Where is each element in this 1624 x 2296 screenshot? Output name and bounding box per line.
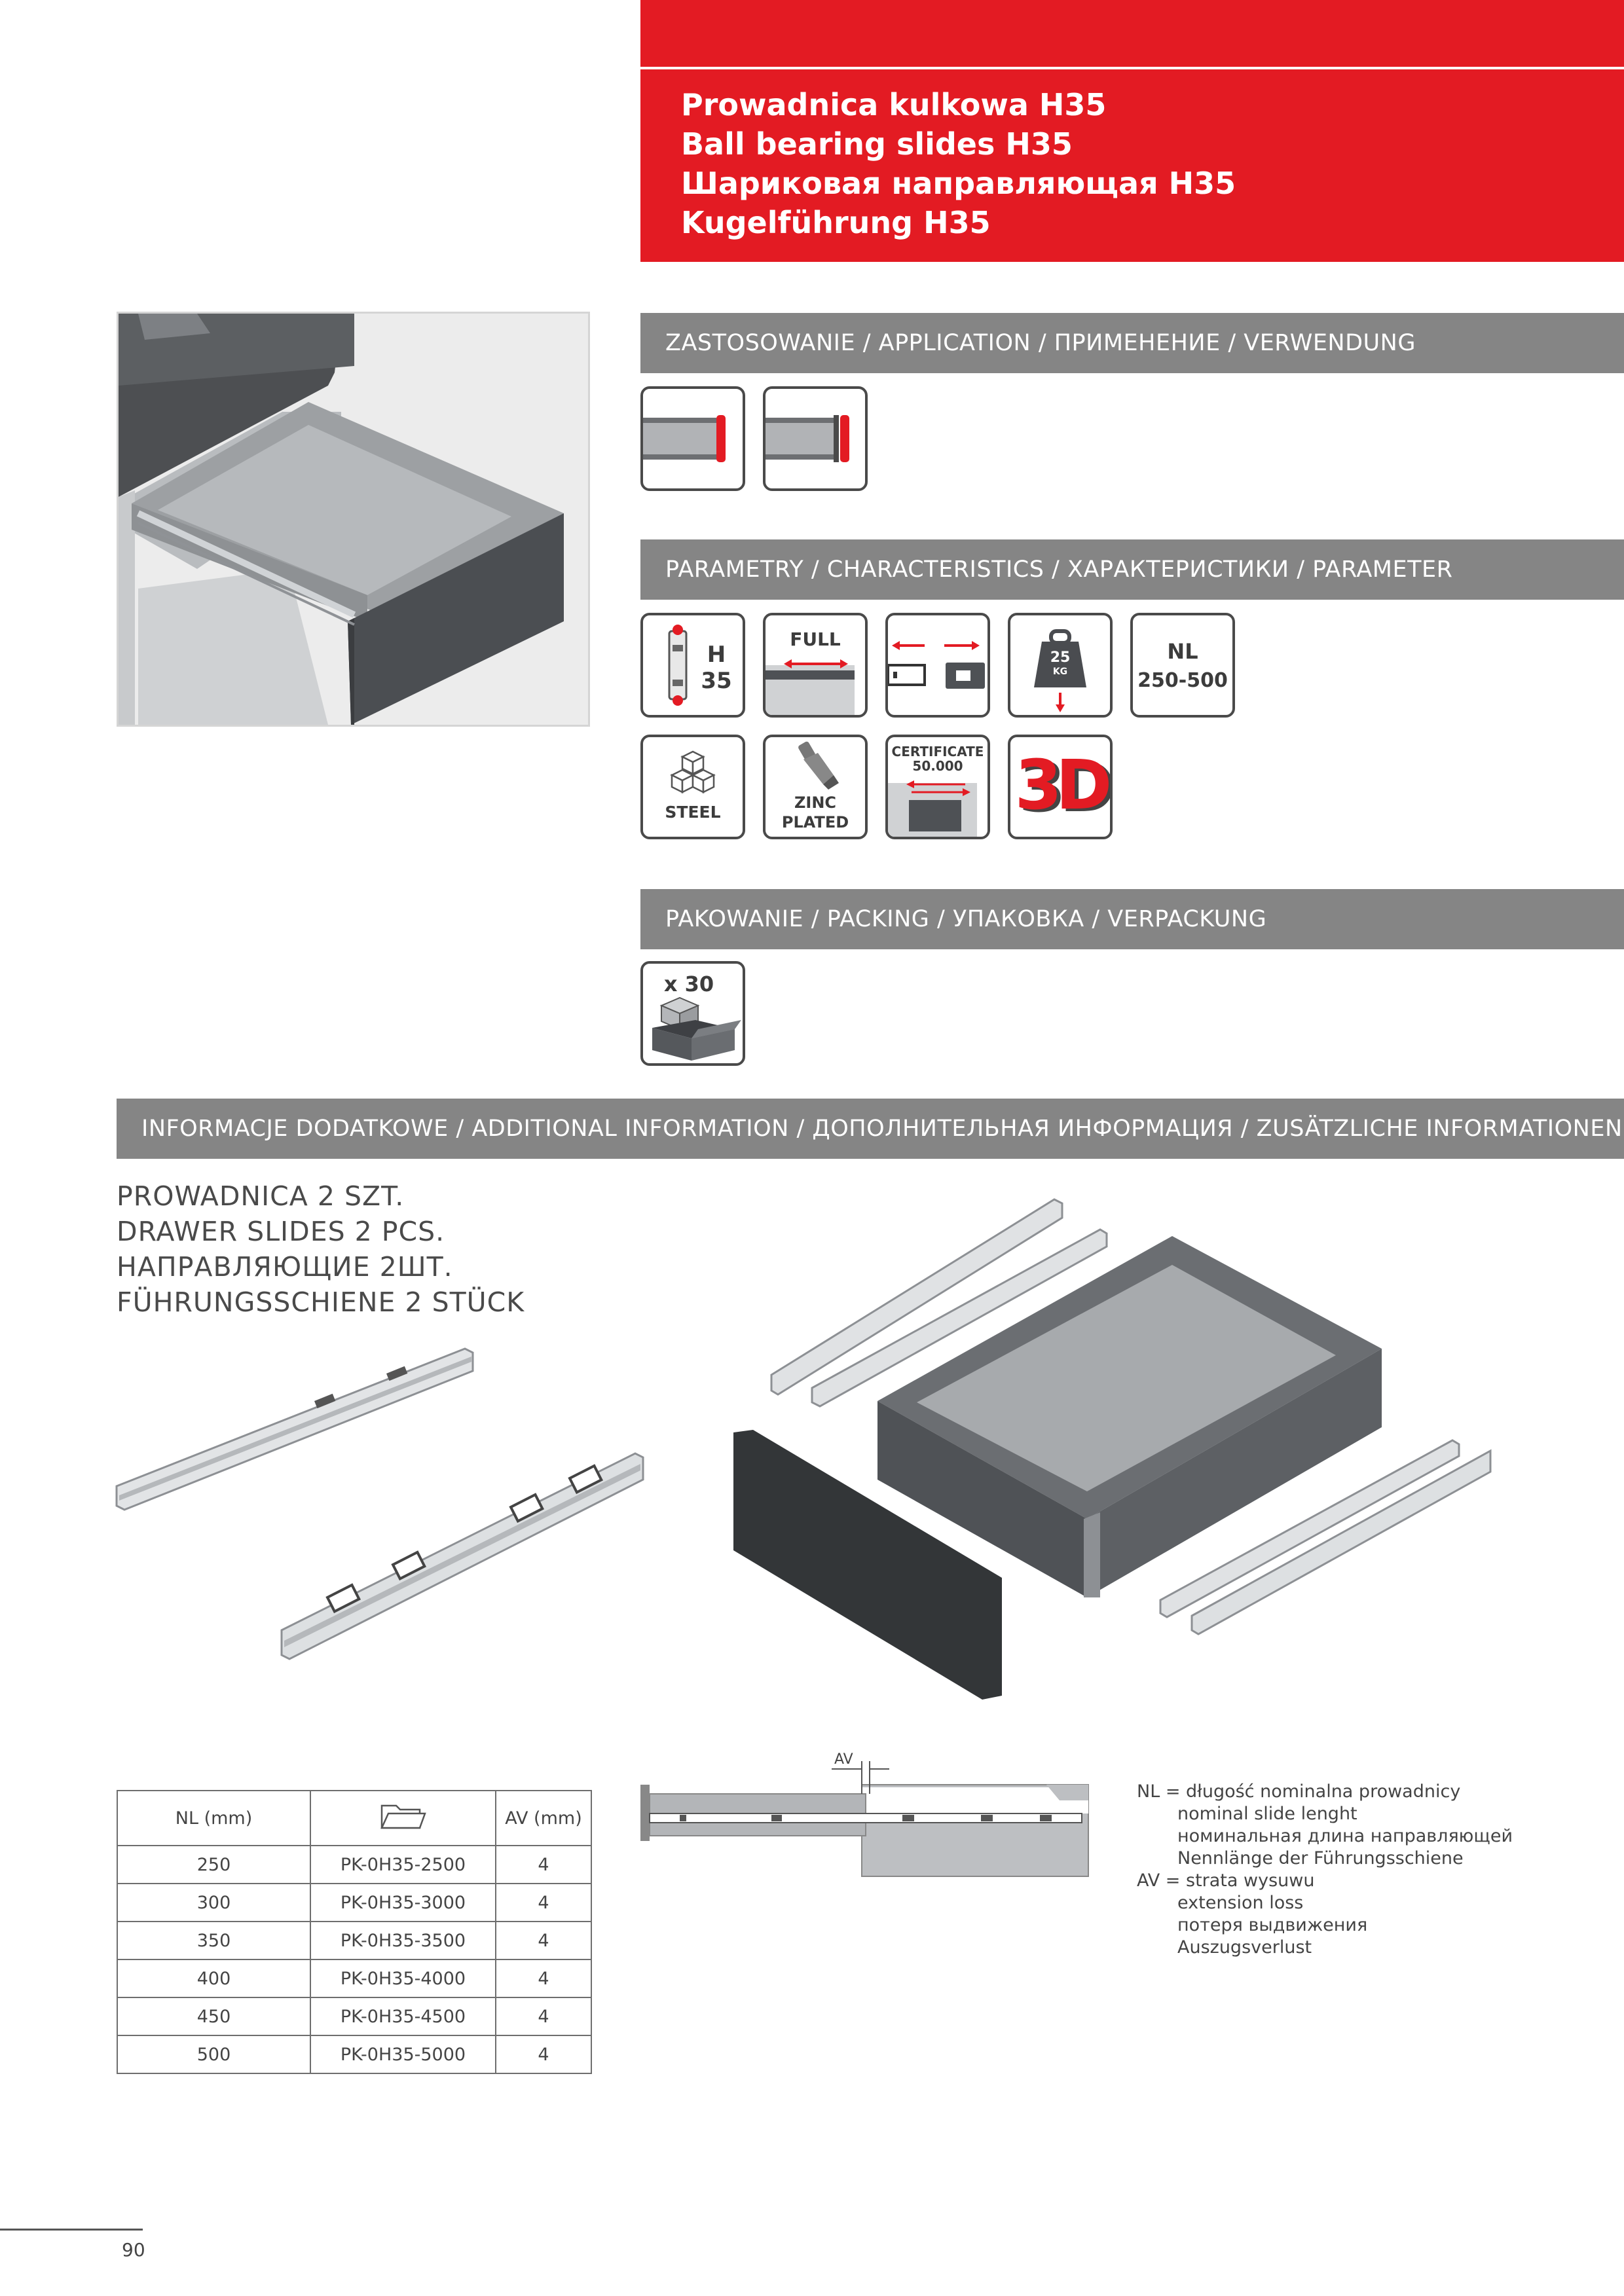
row-code: PK-0H35-3500 xyxy=(310,1922,496,1959)
height-h35-icon xyxy=(640,613,745,718)
av-header: AV (mm) xyxy=(496,1791,591,1846)
page-number: 90 xyxy=(122,2239,145,2261)
row-code: PK-0H35-2500 xyxy=(310,1846,496,1884)
row-nl: 300 xyxy=(117,1884,310,1922)
table-row xyxy=(117,1846,591,1884)
table-header-row xyxy=(117,1791,591,1846)
row-nl: 450 xyxy=(117,1997,310,2035)
application-label: ZASTOSOWANIE / APPLICATION / ПРИМЕНЕНИЕ / VERWENDUNG xyxy=(665,330,1416,356)
finish-line-1: ZINC xyxy=(794,793,837,812)
packing-quantity: x 30 xyxy=(663,972,714,996)
drawer-cabinet-illustration xyxy=(117,312,590,727)
finish-line-2: PLATED xyxy=(781,813,849,831)
full-extension-icon xyxy=(763,613,868,718)
legend-nl-ru: номинальная длина направляющей xyxy=(1177,1826,1513,1846)
banner-divider xyxy=(640,67,1624,69)
row-av: 4 xyxy=(496,1884,591,1922)
title-banner xyxy=(640,0,1624,262)
catalog-folder-header xyxy=(310,1791,496,1846)
row-nl: 350 xyxy=(117,1922,310,1959)
additional-info-label: INFORMACJE DODATKOWE / ADDITIONAL INFORMATION / ДОПОЛНИТЕЛЬНАЯ ИНФОРМАЦИЯ / ZUSÄTZLICHE INFORMATIONEN xyxy=(141,1116,1623,1142)
packing-box-icon xyxy=(640,961,745,1066)
soft-close-movement-icon xyxy=(885,613,990,718)
certificate-cycles-icon xyxy=(885,735,990,839)
row-av: 4 xyxy=(496,1846,591,1884)
table-row xyxy=(117,1922,591,1959)
av-dimension-label: AV xyxy=(834,1751,853,1768)
steel-material-icon xyxy=(640,735,745,839)
height-letter: H xyxy=(707,642,726,668)
row-code: PK-0H35-4500 xyxy=(310,1997,496,2035)
table-row xyxy=(117,2035,591,2073)
table-row xyxy=(117,1997,591,2035)
legend-av-en: extension loss xyxy=(1177,1893,1304,1913)
extension-loss-diagram xyxy=(640,1741,1092,1886)
slides-pair-illustration xyxy=(111,1336,668,1663)
folder-icon xyxy=(380,1802,426,1831)
additional-info-header xyxy=(117,1099,1624,1159)
material-label: STEEL xyxy=(665,803,721,822)
characteristics-header xyxy=(640,539,1624,600)
extension-label: FULL xyxy=(790,629,841,650)
application-inset-mount-icon xyxy=(763,386,868,491)
nl-header: NL (mm) xyxy=(117,1791,310,1846)
package-contents xyxy=(117,1178,525,1320)
cert-title: CERTIFICATE xyxy=(891,744,984,759)
row-nl: 500 xyxy=(117,2035,310,2073)
exploded-drawer-illustration xyxy=(720,1192,1493,1702)
packing-label: PAKOWANIE / PACKING / УПАКОВКА / VERPACKUNG xyxy=(665,906,1267,932)
footer-rule xyxy=(0,2229,143,2231)
nominal-length-table xyxy=(117,1790,592,2074)
row-nl: 400 xyxy=(117,1959,310,1997)
row-av: 4 xyxy=(496,1997,591,2035)
row-code: PK-0H35-5000 xyxy=(310,2035,496,2073)
table-row xyxy=(117,1959,591,1997)
packing-header xyxy=(640,889,1624,949)
legend-av-de: Auszugsverlust xyxy=(1177,1937,1312,1958)
load-value: 25 xyxy=(1050,649,1071,666)
load-capacity-icon xyxy=(1008,613,1113,718)
legend-nl-en: nominal slide lenght xyxy=(1177,1804,1357,1824)
contents-de: FÜHRUNGSSCHIENE 2 STÜCK xyxy=(117,1286,525,1318)
row-av: 4 xyxy=(496,1922,591,1959)
nominal-length-icon xyxy=(1130,613,1235,718)
load-unit: KG xyxy=(1052,666,1068,677)
title-pl: Prowadnica kulkowa H35 xyxy=(681,87,1107,122)
cert-cycles: 50.000 xyxy=(912,758,963,774)
legend-nl-de: Nennlänge der Führungsschiene xyxy=(1177,1848,1464,1868)
contents-pl: PROWADNICA 2 SZT. xyxy=(117,1180,405,1212)
row-code: PK-0H35-4000 xyxy=(310,1959,496,1997)
characteristics-label: PARAMETRY / CHARACTERISTICS / ХАРАКТЕРИСТИКИ / PARAMETER xyxy=(665,556,1453,583)
nl-label: NL xyxy=(1167,639,1198,664)
3d-model-icon xyxy=(1008,735,1113,839)
product-title xyxy=(681,85,1236,242)
application-header xyxy=(640,313,1624,373)
nl-range: 250-500 xyxy=(1137,669,1228,692)
title-en: Ball bearing slides H35 xyxy=(681,126,1073,162)
height-value: 35 xyxy=(701,668,732,694)
title-ru: Шариковая направляющая H35 xyxy=(681,166,1236,201)
row-nl: 250 xyxy=(117,1846,310,1884)
legend-nl: NL = długość nominalna prowadnicy xyxy=(1137,1781,1461,1802)
legend-av: AV = strata wysuwu xyxy=(1137,1870,1315,1891)
abbreviation-legend xyxy=(1137,1781,1513,1959)
table-row xyxy=(117,1884,591,1922)
zinc-plated-icon xyxy=(763,735,868,839)
row-av: 4 xyxy=(496,2035,591,2073)
3d-badge: 3D xyxy=(1014,745,1106,825)
row-code: PK-0H35-3000 xyxy=(310,1884,496,1922)
contents-ru: НАПРАВЛЯЮЩИЕ 2ШТ. xyxy=(117,1251,453,1283)
application-side-mount-icon xyxy=(640,386,745,491)
contents-en: DRAWER SLIDES 2 PCS. xyxy=(117,1216,445,1247)
row-av: 4 xyxy=(496,1959,591,1997)
legend-av-ru: потеря выдвижения xyxy=(1177,1915,1368,1935)
title-de: Kugelführung H35 xyxy=(681,205,991,240)
